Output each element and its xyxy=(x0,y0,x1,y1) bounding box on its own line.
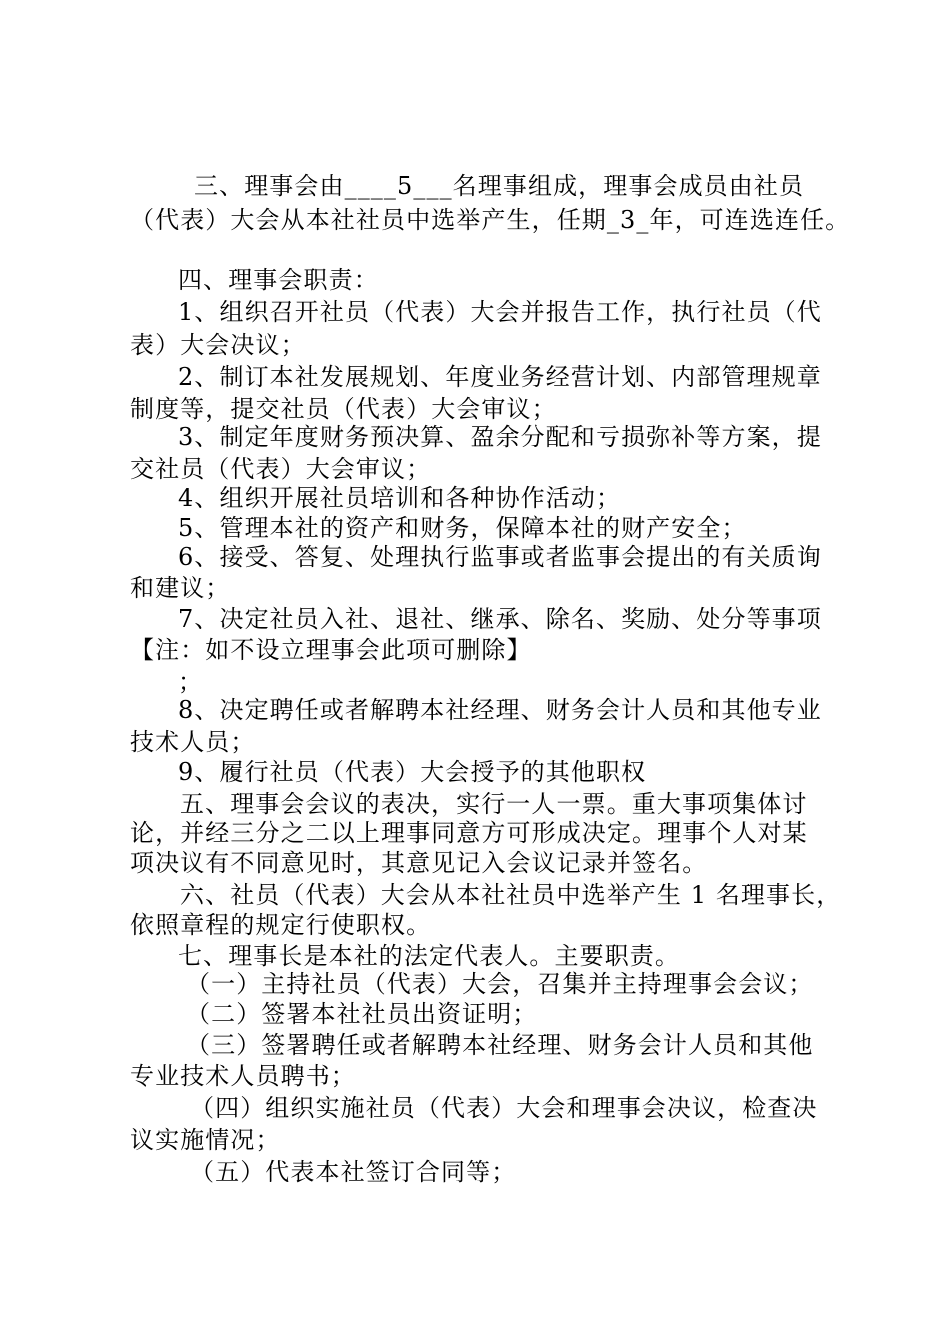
duty-3-line-1: （三）签署聘任或者解聘本社经理、财务会计人员和其他 xyxy=(186,1031,814,1059)
duty-2: （二）签署本社社员出资证明； xyxy=(186,1000,538,1028)
item-8-line-2: 技术人员； xyxy=(130,728,256,756)
item-7-note: 【注：如不设立理事会此项可删除】 xyxy=(130,636,532,664)
item-6-line-2: 和建议； xyxy=(130,574,231,602)
paragraph-6-line-1: 六、社员（代表）大会从本社社员中选举产生 1 名理事长， xyxy=(180,881,842,909)
duty-3-line-2: 专业技术人员聘书； xyxy=(130,1062,356,1090)
section-4-heading: 四、理事会职责： xyxy=(178,266,379,294)
item-2-line-1: 2、制订本社发展规划、年度业务经营计划、内部管理规章 xyxy=(178,363,822,391)
item-6-line-1: 6、接受、答复、处理执行监事或者监事会提出的有关质询 xyxy=(178,543,822,571)
item-9: 9、履行社员（代表）大会授予的其他职权 xyxy=(178,758,647,786)
paragraph-6-line-2: 依照章程的规定行使职权。 xyxy=(130,911,432,939)
paragraph-3-line-1: 三、理事会由____5___名理事组成，理事会成员由社员 xyxy=(194,172,805,200)
paragraph-5-line-1: 五、理事会会议的表决，实行一人一票。重大事项集体讨 xyxy=(180,790,808,818)
duty-4-line-1: （四）组织实施社员（代表）大会和理事会决议，检查决 xyxy=(190,1094,818,1122)
item-7-semicolon: ； xyxy=(178,668,204,696)
duty-4-line-2: 议实施情况； xyxy=(130,1126,281,1154)
paragraph-5-line-2: 论，并经三分之二以上理事同意方可形成决定。理事个人对某 xyxy=(130,819,808,847)
item-3-line-1: 3、制定年度财务预决算、盈余分配和亏损弥补等方案，提 xyxy=(178,423,822,451)
item-7-line-1: 7、决定社员入社、退社、继承、除名、奖励、处分等事项 xyxy=(178,605,822,633)
item-1-line-1: 1、组织召开社员（代表）大会并报告工作，执行社员（代 xyxy=(178,298,822,326)
item-2-line-2: 制度等，提交社员（代表）大会审议； xyxy=(130,395,557,423)
item-4: 4、组织开展社员培训和各种协作活动； xyxy=(178,484,622,512)
paragraph-3-line-2: （代表）大会从本社社员中选举产生，任期_3_年，可连选连任。 xyxy=(130,206,851,234)
paragraph-7-heading: 七、理事长是本社的法定代表人。主要职责。 xyxy=(178,942,680,970)
item-3-line-2: 交社员（代表）大会审议； xyxy=(130,455,432,483)
paragraph-5-line-3: 项决议有不同意见时，其意见记入会议记录并签名。 xyxy=(130,849,708,877)
item-8-line-1: 8、决定聘任或者解聘本社经理、财务会计人员和其他专业 xyxy=(178,696,822,724)
item-1-line-2: 表）大会决议； xyxy=(130,331,306,359)
item-5: 5、管理本社的资产和财务，保障本社的财产安全； xyxy=(178,514,747,542)
duty-1: （一）主持社员（代表）大会，召集并主持理事会会议； xyxy=(186,970,814,998)
duty-5: （五）代表本社签订合同等； xyxy=(190,1158,517,1186)
